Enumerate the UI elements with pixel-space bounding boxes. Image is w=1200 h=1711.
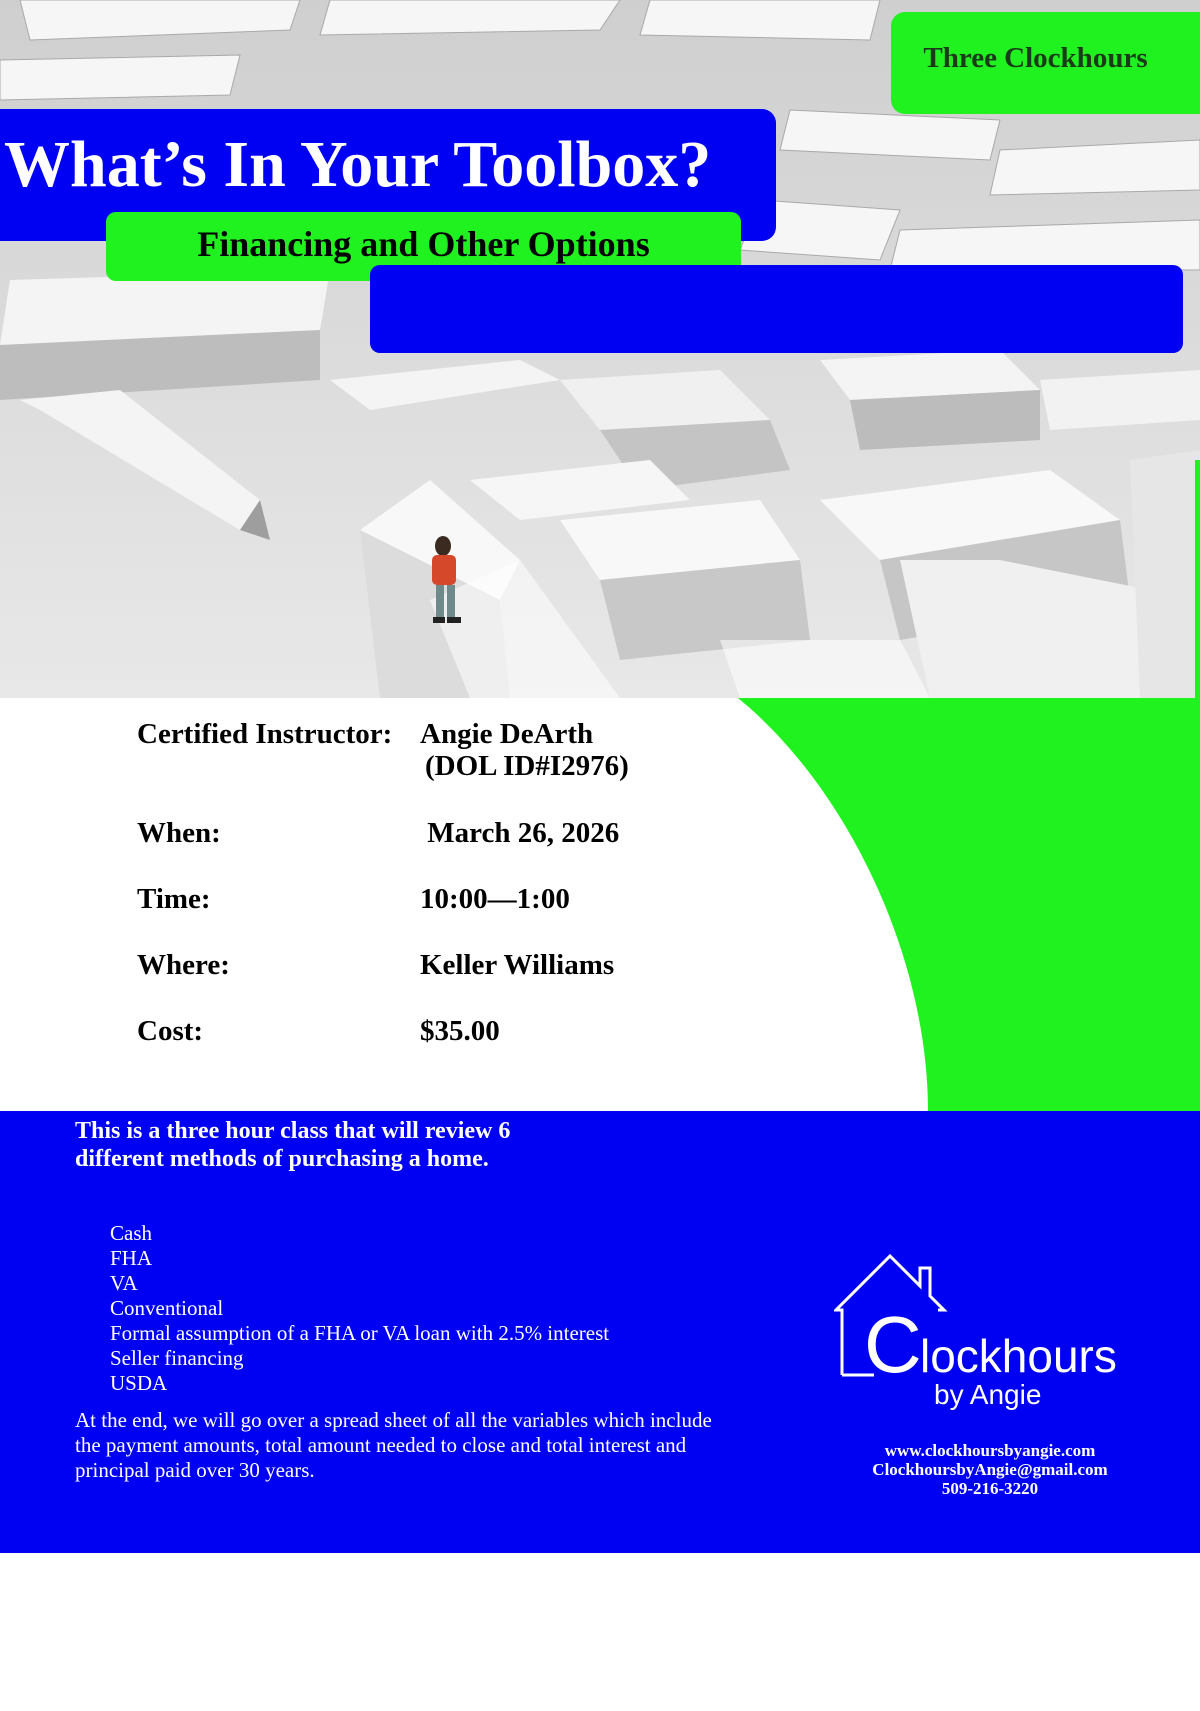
time-value: 10:00—1:00 (420, 883, 570, 915)
phone-number: 509-216-3220 (941, 1479, 1039, 1498)
when-value: March 26, 2026 (420, 817, 620, 849)
time-label: Time: (137, 883, 211, 915)
logo-by-angie: by Angie (934, 1379, 1042, 1410)
subtitle-banner: Financing and Other Options (106, 212, 741, 281)
list-item: Conventional (110, 1296, 224, 1320)
list-item: Seller financing (110, 1346, 244, 1370)
contact-block (832, 1441, 1148, 1498)
clockhours-logo (832, 1551, 1142, 1681)
list-item: Formal assumption of a FHA or VA loan with 2.5% interest (110, 1321, 610, 1345)
where-value: Keller Williams (420, 949, 615, 981)
where-label: Where: (137, 949, 230, 981)
list-item: VA (110, 1271, 138, 1295)
website-link[interactable]: www.clockhoursbyangie.com (884, 1441, 1096, 1460)
instructor-value: Angie DeArth (420, 718, 594, 750)
email-link[interactable]: ClockhoursbyAngie@gmail.com (872, 1460, 1108, 1479)
instructor-label: Certified Instructor: (137, 718, 393, 750)
logo-clockhours-text: lockhours (920, 1330, 1117, 1382)
when-label: When: (137, 817, 221, 849)
decorative-blue-bar (370, 265, 1183, 353)
methods-list (110, 1221, 609, 1396)
class-intro: This is a three hour class that will review 6 different methods of purchasing a home. (75, 1118, 511, 1172)
cost-value: $35.00 (420, 1015, 500, 1047)
list-item: USDA (110, 1371, 168, 1395)
list-item: Cash (110, 1221, 152, 1245)
cost-label: Cost: (137, 1015, 204, 1047)
list-item: FHA (110, 1246, 153, 1270)
logo-clockhours-c: C (864, 1300, 922, 1389)
clockhours-by-angie-brand-logo (834, 1252, 1144, 1412)
page-title: What’s In Your Toolbox? (4, 128, 712, 201)
green-curve-shape (728, 698, 1200, 1111)
instructor-dol-id: (DOL ID#I2976) (425, 750, 629, 782)
clockhours-badge: Three Clockhours (891, 12, 1200, 114)
closing-paragraph: At the end, we will go over a spread sheet of all the variables which include the payment amounts, total amount needed to close and total interest and principal paid over 30 years. (75, 1408, 712, 1482)
